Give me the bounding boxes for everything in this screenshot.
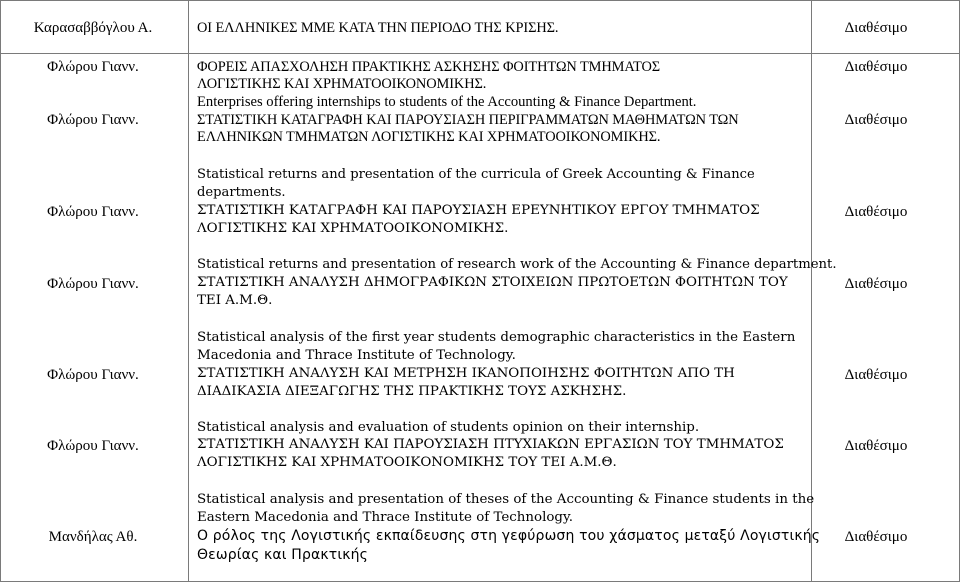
thesis-title-line: ΟΙ ΕΛΛΗΝΙΚΕΣ ΜΜΕ ΚΑΤΑ ΤΗΝ ΠΕΡΙΟΔΟ ΤΗΣ ΚΡΙΣΗΣ. — [197, 20, 559, 36]
thesis-title-line: Θεωρίας και Πρακτικής — [197, 547, 369, 563]
table-border-left — [0, 0, 1, 582]
thesis-title-line: ΣΤΑΤΙΣΤΙΚΗ ΑΝΑΛΥΣΗ ΚΑΙ ΠΑΡΟΥΣΙΑΣΗ ΠΤΥΧΙΑΚΩΝ ΕΡΓΑΣΙΩΝ ΤΟΥ ΤΜΗΜΑΤΟΣ — [197, 437, 784, 452]
author-cell: Φλώρου Γιανν. — [47, 112, 139, 128]
thesis-english-line: Statistical returns and presentation of the curricula of Greek Accounting & Finance — [197, 167, 755, 182]
thesis-english-line: Statistical returns and presentation of research work of the Accounting & Finance department. — [197, 257, 837, 272]
status-cell: Διαθέσιμο — [844, 204, 908, 220]
table-border-top — [0, 0, 960, 1]
author-cell: Φλώρου Γιανν. — [47, 59, 139, 75]
status-cell: Διαθέσιμο — [844, 59, 908, 75]
author-cell: Μανδήλας Αθ. — [48, 529, 138, 545]
author-cell: Φλώρου Γιανν. — [47, 438, 139, 454]
column-divider — [188, 0, 189, 582]
status-cell: Διαθέσιμο — [844, 367, 908, 383]
status-cell: Διαθέσιμο — [844, 438, 908, 454]
thesis-title-line: ΛΟΓΙΣΤΙΚΗΣ ΚΑΙ ΧΡΗΜΑΤΟΟΙΚΟΝΟΜΙΚΗΣ. — [197, 221, 509, 236]
thesis-english-line: Eastern Macedonia and Thrace Institute of Technology. — [197, 510, 574, 525]
thesis-title-line: ΤΕΙ Α.Μ.Θ. — [197, 293, 273, 308]
status-cell: Διαθέσιμο — [844, 20, 908, 36]
thesis-english-line: Macedonia and Thrace Institute of Technology. — [197, 348, 516, 363]
thesis-english-line: Statistical analysis and evaluation of students opinion on their internship. — [197, 420, 700, 435]
author-cell: Φλώρου Γιανν. — [47, 367, 139, 383]
author-cell: Καρασαββόγλου Α. — [33, 20, 153, 36]
thesis-title-line: ΣΤΑΤΙΣΤΙΚΗ ΑΝΑΛΥΣΗ ΚΑΙ ΜΕΤΡΗΣΗ ΙΚΑΝΟΠΟΙΗΣΗΣ ΦΟΙΤΗΤΩΝ ΑΠΟ ΤΗ — [197, 366, 735, 381]
row-divider — [0, 53, 960, 54]
thesis-english-line: Enterprises offering internships to students of the Accounting & Finance Department. — [197, 94, 697, 110]
thesis-title-line: ΣΤΑΤΙΣΤΙΚΗ ΚΑΤΑΓΡΑΦΗ ΚΑΙ ΠΑΡΟΥΣΙΑΣΗ ΕΡΕΥΝΗΤΙΚΟΥ ΕΡΓΟΥ ΤΜΗΜΑΤΟΣ — [197, 203, 760, 218]
thesis-english-line: Statistical analysis and presentation of theses of the Accounting & Finance students in the — [197, 492, 815, 507]
thesis-english-line: departments. — [197, 185, 286, 200]
author-cell: Φλώρου Γιανν. — [47, 204, 139, 220]
thesis-title-line: ΦΟΡΕΙΣ ΑΠΑΣΧΟΛΗΣΗ ΠΡΑΚΤΙΚΗΣ ΑΣΚΗΣΗΣ ΦΟΙΤΗΤΩΝ ΤΜΗΜΑΤΟΣ — [197, 59, 661, 75]
thesis-title-line: ΛΟΓΙΣΤΙΚΗΣ ΚΑΙ ΧΡΗΜΑΤΟΟΙΚΟΝΟΜΙΚΗΣ. — [197, 76, 487, 92]
thesis-title-line: ΔΙΑΔΙΚΑΣΙΑ ΔΙΕΞΑΓΩΓΗΣ ΤΗΣ ΠΡΑΚΤΙΚΗΣ ΤΟΥΣ ΑΣΚΗΣΗΣ. — [197, 384, 627, 399]
thesis-title-line: ΣΤΑΤΙΣΤΙΚΗ ΑΝΑΛΥΣΗ ΔΗΜΟΓΡΑΦΙΚΩΝ ΣΤΟΙΧΕΙΩΝ ΠΡΩΤΟΕΤΩΝ ΦΟΙΤΗΤΩΝ ΤΟΥ — [197, 275, 788, 290]
author-cell: Φλώρου Γιανν. — [47, 276, 139, 292]
thesis-english-line: Statistical analysis of the first year students demographic characteristics in the Eastern — [197, 330, 796, 345]
status-cell: Διαθέσιμο — [844, 276, 908, 292]
status-cell: Διαθέσιμο — [844, 529, 908, 545]
status-cell: Διαθέσιμο — [844, 112, 908, 128]
thesis-title-line: ΛΟΓΙΣΤΙΚΗΣ ΚΑΙ ΧΡΗΜΑΤΟΟΙΚΟΝΟΜΙΚΗΣ ΤΟΥ ΤΕΙ Α.Μ.Θ. — [197, 455, 617, 470]
thesis-title-line: ΕΛΛΗΝΙΚΩΝ ΤΜΗΜΑΤΩΝ ΛΟΓΙΣΤΙΚΗΣ ΚΑΙ ΧΡΗΜΑΤΟΟΙΚΟΝΟΜΙΚΗΣ. — [197, 129, 661, 145]
thesis-title-line: Ο ρόλος της Λογιστικής εκπαίδευσης στη γεφύρωση του χάσματος μεταξύ Λογιστικής — [197, 528, 821, 544]
thesis-title-line: ΣΤΑΤΙΣΤΙΚΗ ΚΑΤΑΓΡΑΦΗ ΚΑΙ ΠΑΡΟΥΣΙΑΣΗ ΠΕΡΙΓΡΑΜΜΑΤΩΝ ΜΑΘΗΜΑΤΩΝ ΤΩΝ — [197, 112, 739, 128]
